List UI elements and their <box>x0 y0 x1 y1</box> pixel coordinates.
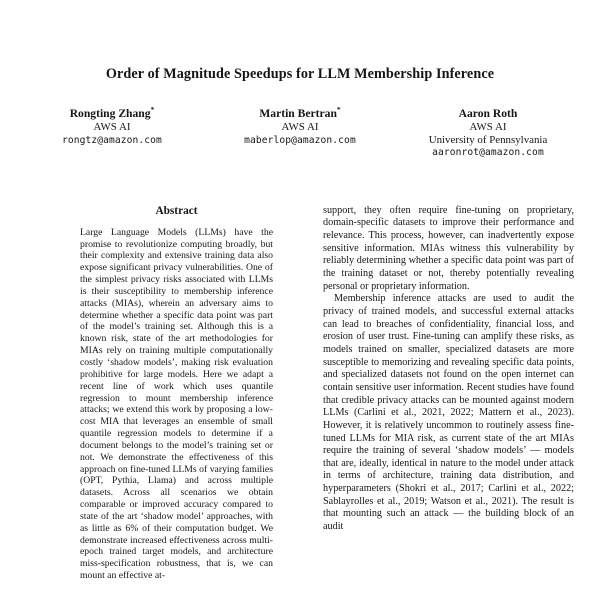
body-paragraph-1: support, they often require fine-tuning on proprietary, domain-specific datasets to improve their performance and relevance. This process, however, can inadvertently expose sensitive information. MIAs witness this vulnerability by reliably determining whether a specific data point was part of the training dataset or not, thereby potentially revealing personal or proprietary information. <box>323 204 574 292</box>
author-block <box>0 107 600 160</box>
left-column <box>57 205 296 582</box>
author-2-affiliation: AWS AI <box>281 121 319 133</box>
two-column-body <box>0 205 600 582</box>
author-3 <box>418 107 558 160</box>
author-3-name: Aaron Roth <box>458 107 518 120</box>
author-3-email: aaronrot@amazon.com <box>432 147 544 159</box>
author-2-name: Martin Bertran* <box>259 105 341 120</box>
right-column <box>323 205 574 534</box>
author-3-affiliation-1: AWS AI <box>469 121 507 133</box>
abstract-text: Large Language Models (LLMs) have the promise to revolutionize computing broadly, but their complexity and extensive training data also expose significant privacy vulnerabilities. One of the simplest privacy risks associated with LLMs is their susceptibility to membership inference attacks (MIAs), wherein an adversary aims to determine whether a specific data point was part of the model’s training set. Although this is a known risk, state of the art methodologies for MIAs rely on training multiple computationally costly ‘shadow models’, making risk evaluation prohibitive for large models. Here we adapt a recent line of work which uses quantile regression to mount membership inference attacks; we extend this work by proposing a low-cost MIA that leverages an ensemble of small quantile regression models to determine if a document belongs to the model’s training set or not. We demonstrate the effectiveness of this approach on fine-tuned LLMs of varying families (OPT, Pythia, Llama) and across multiple datasets. Across all scenarios we obtain comparable or improved accuracy compared to state of the art ‘shadow model’ approaches, with as little as 6% of their computation budget. We demonstrate increased effectiveness across multi-epoch trained target models, and architecture miss-specification robustness, that is, we can mount an effective at- <box>80 226 273 582</box>
author-1-affiliation: AWS AI <box>93 121 131 133</box>
author-1-email: rongtz@amazon.com <box>62 134 162 146</box>
paper-title: Order of Magnitude Speedups for LLM Membership Inference <box>105 66 495 82</box>
author-1 <box>42 107 182 147</box>
author-2-email: maberlop@amazon.com <box>244 134 356 146</box>
author-1-marker: * <box>150 105 155 115</box>
author-3-affiliation-2: University of Pennsylvania <box>428 133 548 146</box>
body-paragraph-2: Membership inference attacks are used to audit the privacy of trained models, and successful external attacks can lead to breaches of confidentiality, financial loss, and erosion of user trust. Fine-tuning can amplify these risks, as models trained on smaller, specialized datasets are more susceptible to memorizing and revealing specific data points, and specialized datasets not found on the open internet can contain sensitive user information. Recent studies have found that credible privacy attacks can be mounted against modern LLMs (Carlini et al., 2021, 2022; Mattern et al., 2023). However, it is relatively uncommon to routinely assess fine-tuned LLMs for MIA risk, as current state of the art MIAs require the training of several ‘shadow models’ — models that are, ideally, identical in nature to the model under attack in terms of architecture, training data distribution, and hyperparameters (Shokri et al., 2017; Carlini et al., 2022; Sablayrolles et al., 2019; Watson et al., 2021). The result is that mounting such an attack — the building block of an audit <box>323 293 574 533</box>
author-1-name: Rongting Zhang* <box>69 105 155 120</box>
abstract-heading: Abstract <box>155 204 198 217</box>
author-2 <box>230 107 370 147</box>
author-2-marker: * <box>336 105 341 115</box>
